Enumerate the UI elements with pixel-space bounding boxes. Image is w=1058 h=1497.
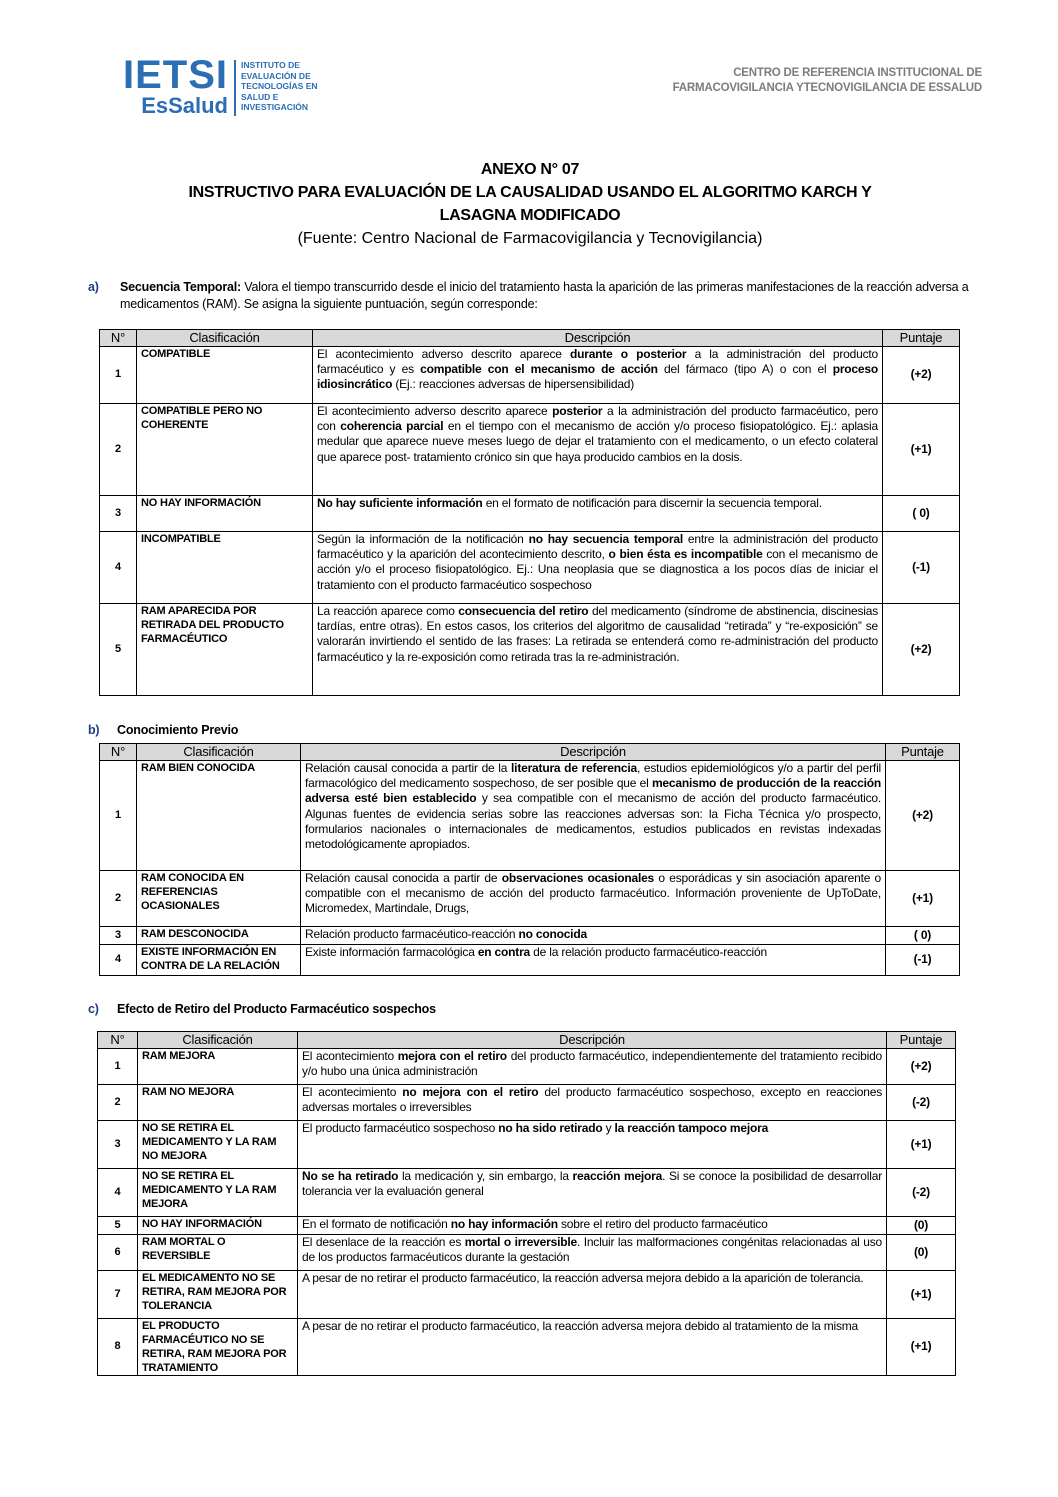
- table-row: [98, 1121, 956, 1169]
- row-puntaje: (0): [887, 1235, 956, 1271]
- row-clasificacion: RAM BIEN CONOCIDA: [137, 761, 301, 871]
- table-header-row: [100, 744, 960, 761]
- desc-text: y: [602, 1121, 615, 1135]
- row-descripcion: [298, 1169, 887, 1217]
- section-a-text: [120, 279, 988, 313]
- row-puntaje: (+1): [887, 1121, 956, 1169]
- desc-text: El producto farmacéutico sospechoso: [302, 1121, 499, 1135]
- section-c-heading: [88, 1001, 436, 1018]
- logo-line: INVESTIGACIÓN: [241, 102, 309, 112]
- col-header-descripcion: Descripción: [301, 744, 886, 761]
- desc-bold-text: posterior: [552, 404, 603, 418]
- table-efecto-retiro: [97, 1031, 956, 1376]
- desc-text: o esporádicas y sin asociación aparente o compatible con el mecanismo de acción del producto farmacéutico. Información proveniente de UpToDate, Micromedex, Martindale, Drugs,: [305, 871, 882, 916]
- centro-line-1: CENTRO DE REFERENCIA INSTITUCIONAL DE: [733, 67, 982, 79]
- row-clasificacion: RAM DESCONOCIDA: [137, 927, 301, 945]
- row-clasificacion: RAM MEJORA: [138, 1049, 298, 1085]
- desc-bold-text: observaciones ocasionales: [501, 871, 655, 885]
- section-b-name: Conocimiento Previo: [117, 723, 239, 737]
- row-descripcion: [298, 1271, 887, 1319]
- row-number: 7: [98, 1271, 138, 1319]
- row-descripcion: [301, 945, 886, 976]
- row-number: 3: [100, 496, 137, 532]
- table-row: [100, 532, 960, 604]
- row-number: 4: [100, 532, 137, 604]
- desc-text: Según la información de la notificación: [317, 532, 529, 546]
- row-descripcion: [313, 347, 883, 404]
- section-a-letter: a): [88, 280, 99, 294]
- row-descripcion: [298, 1217, 887, 1235]
- desc-bold-text: consecuencia del retiro: [458, 604, 589, 618]
- table-header-row: [98, 1032, 956, 1049]
- desc-bold-text: no ha sido retirado: [498, 1121, 603, 1135]
- row-descripcion: [301, 927, 886, 945]
- table-row: [100, 927, 960, 945]
- logo-line: SALUD E: [241, 91, 279, 102]
- row-puntaje: (+1): [887, 1271, 956, 1319]
- desc-bold-text: literatura de referencia: [511, 761, 637, 775]
- centro-line-2: FARMACOVIGILANCIA YTECNOVIGILANCIA DE ESSALUD: [672, 82, 982, 94]
- row-clasificacion: NO HAY INFORMACIÓN: [137, 496, 313, 532]
- desc-text: a la administración del producto farmacéutico, pero con: [317, 404, 878, 434]
- desc-text: Relación producto farmacéutico-reacción: [305, 927, 519, 941]
- col-header-n: N°: [98, 1032, 138, 1049]
- table-row: [98, 1085, 956, 1121]
- row-puntaje: (+2): [883, 347, 960, 404]
- row-descripcion: [298, 1121, 887, 1169]
- row-descripcion: [301, 761, 886, 871]
- logo-line: EVALUACIÓN DE: [241, 70, 311, 81]
- desc-text: en el tiempo con el mecanismo de acción y/o proceso fisiopatológico. Ej.: aplasia medular que aparece nueve meses luego de dejar el tratamiento con el medicamento, o un efecto colateral que aparece post- tratamiento crónico sin que haya producido cambios en la dosis.: [317, 419, 879, 464]
- desc-text: con el mecanismo de acción y/o el proceso fisiopatológico. Ej.: Una neoplasia que se diagnostica a los pocos días de iniciar el tratamiento con el producto farmacéutico sospechoso: [317, 547, 878, 592]
- section-a-intro: [88, 279, 988, 313]
- row-number: 1: [100, 761, 137, 871]
- table-row: [98, 1169, 956, 1217]
- section-c-name: Efecto de Retiro del Producto Farmacéutico sospechos: [117, 1002, 436, 1016]
- ietsi-logo: [100, 53, 330, 120]
- col-header-descripcion: Descripción: [313, 330, 883, 347]
- row-number: 5: [100, 604, 137, 696]
- desc-bold-text: la reacción tampoco mejora: [614, 1121, 769, 1135]
- table-row: [100, 761, 960, 871]
- row-number: 3: [100, 927, 137, 945]
- table-header-row: [100, 330, 960, 347]
- desc-bold-text: no mejora con el retiro: [402, 1085, 539, 1099]
- row-number: 1: [100, 347, 137, 404]
- row-clasificacion: RAM MORTAL O REVERSIBLE: [138, 1235, 298, 1271]
- row-descripcion: [298, 1049, 887, 1085]
- row-descripcion: [298, 1319, 887, 1376]
- table-row: [100, 871, 960, 927]
- row-number: 6: [98, 1235, 138, 1271]
- table-conocimiento-previo: [99, 743, 960, 976]
- table-row: [100, 496, 960, 532]
- col-header-clasificacion: Clasificación: [137, 330, 313, 347]
- desc-text: . Si se conoce la posibilidad de desarrollar tolerancia ver la evaluación general: [302, 1169, 882, 1199]
- section-c-letter: c): [88, 1002, 99, 1016]
- row-puntaje: (-1): [883, 532, 960, 604]
- col-header-puntaje: Puntaje: [887, 1032, 956, 1049]
- row-number: 2: [100, 404, 137, 496]
- desc-text: El desenlace de la reacción es: [302, 1235, 465, 1249]
- document-title: [100, 158, 960, 250]
- desc-text: entre la administración del producto farmacéutico y la aparición del acontecimiento descrito,: [317, 532, 879, 562]
- row-puntaje: (+2): [887, 1049, 956, 1085]
- row-clasificacion: COMPATIBLE PERO NO COHERENTE: [137, 404, 313, 496]
- row-number: 2: [98, 1085, 138, 1121]
- row-puntaje: (+2): [883, 604, 960, 696]
- section-a-name: Secuencia Temporal:: [120, 280, 242, 294]
- table-row: [98, 1319, 956, 1376]
- section-b-letter: b): [88, 723, 100, 737]
- desc-text: (Ej.: reacciones adversas de hipersensibilidad): [392, 377, 635, 392]
- table-row: [100, 404, 960, 496]
- row-clasificacion: RAM NO MEJORA: [138, 1085, 298, 1121]
- desc-bold-text: coherencia parcial: [340, 419, 444, 434]
- row-descripcion: [298, 1085, 887, 1121]
- col-header-n: N°: [100, 744, 137, 761]
- desc-bold-text: durante o posterior: [569, 347, 687, 361]
- row-descripcion: [301, 871, 886, 927]
- logo-institute-lines: [241, 60, 336, 113]
- row-clasificacion: INCOMPATIBLE: [137, 532, 313, 604]
- desc-text: La reacción aparece como: [317, 604, 459, 618]
- desc-text: del fármaco (tipo A) o con el: [657, 362, 833, 377]
- logo-line: INSTITUTO DE: [241, 60, 300, 70]
- row-clasificacion: NO SE RETIRA EL MEDICAMENTO Y LA RAM NO MEJORA: [138, 1121, 298, 1169]
- desc-bold-text: compatible con el mecanismo de acción: [420, 362, 658, 377]
- table-row: [98, 1235, 956, 1271]
- desc-bold-text: mortal o irreversible: [464, 1235, 577, 1249]
- col-header-puntaje: Puntaje: [886, 744, 960, 761]
- desc-bold-text: mejora con el retiro: [397, 1049, 507, 1063]
- row-number: 4: [98, 1169, 138, 1217]
- section-a-intro-text: Valora el tiempo transcurrido desde el inicio del tratamiento hasta la aparición de las primeras manifestaciones de la reacción adversa a medicamentos (RAM). Se asigna la siguiente puntuación, según corresponde:: [120, 280, 969, 311]
- row-clasificacion: EXISTE INFORMACIÓN EN CONTRA DE LA RELACIÓN: [137, 945, 301, 976]
- desc-text: . Incluir las malformaciones congénitas relacionadas al uso de los productos farmacéuticos durante la gestación: [302, 1235, 883, 1265]
- row-clasificacion: NO HAY INFORMACIÓN: [138, 1217, 298, 1235]
- table-row: [98, 1049, 956, 1085]
- col-header-clasificacion: Clasificación: [137, 744, 301, 761]
- col-header-descripcion: Descripción: [298, 1032, 887, 1049]
- desc-text: sobre el retiro del producto farmacéutico: [557, 1217, 768, 1231]
- desc-bold-text: proceso idiosincrático: [317, 362, 878, 392]
- row-number: 2: [100, 871, 137, 927]
- table-row: [100, 604, 960, 696]
- logo-line: TECNOLOGÍAS EN: [241, 81, 318, 91]
- row-clasificacion: RAM APARECIDA POR RETIRADA DEL PRODUCTO FARMACÉUTICO: [137, 604, 313, 696]
- desc-bold-text: o bien ésta es incompatible: [608, 547, 763, 562]
- table-row: [100, 347, 960, 404]
- table-secuencia-temporal: [99, 329, 960, 696]
- row-puntaje: (+1): [886, 871, 960, 927]
- table-row: [98, 1217, 956, 1235]
- logo-divider: [234, 60, 236, 116]
- desc-bold-text: en contra: [477, 945, 531, 959]
- row-puntaje: (0): [887, 1217, 956, 1235]
- row-number: 1: [98, 1049, 138, 1085]
- desc-text: A pesar de no retirar el producto farmacéutico, la reacción adversa mejora debido al tratamiento de la misma: [302, 1319, 859, 1333]
- row-descripcion: [313, 604, 883, 696]
- desc-text: en el formato de notificación para discernir la secuencia temporal.: [482, 496, 822, 510]
- row-descripcion: [313, 496, 883, 532]
- col-header-n: N°: [100, 330, 137, 347]
- desc-bold-text: mecanismo de producción de la reacción adversa esté bien establecido: [305, 776, 881, 806]
- row-number: 8: [98, 1319, 138, 1376]
- table-row: [98, 1271, 956, 1319]
- col-header-clasificacion: Clasificación: [138, 1032, 298, 1049]
- title-source: (Fuente: Centro Nacional de Farmacovigilancia y Tecnovigilancia): [297, 230, 763, 247]
- desc-text: de la relación producto farmacéutico-reacción: [530, 945, 767, 959]
- desc-text: El acontecimiento: [302, 1085, 403, 1099]
- row-puntaje: (-1): [886, 945, 960, 976]
- desc-text: a la administración del producto farmacéutico y es: [317, 347, 878, 377]
- row-puntaje: ( 0): [886, 927, 960, 945]
- desc-text: del producto farmacéutico sospechoso, excepto en reacciones adversas mortales o irreversibles: [302, 1085, 883, 1115]
- desc-text: En el formato de notificación: [302, 1217, 451, 1231]
- row-number: 4: [100, 945, 137, 976]
- desc-text: El acontecimiento adverso descrito aparece: [317, 347, 570, 361]
- desc-bold-text: No se ha retirado: [302, 1169, 399, 1183]
- row-clasificacion: COMPATIBLE: [137, 347, 313, 404]
- title-line-2: LASAGNA MODIFICADO: [439, 207, 621, 224]
- desc-bold-text: no conocida: [518, 927, 587, 941]
- desc-bold-text: reacción mejora: [572, 1169, 663, 1183]
- desc-text: A pesar de no retirar el producto farmacéutico, la reacción adversa mejora debido a la aparición de tolerancia.: [302, 1271, 864, 1285]
- col-header-puntaje: Puntaje: [883, 330, 960, 347]
- logo-wordmark: [100, 53, 228, 118]
- desc-text: Relación causal conocida a partir de: [305, 871, 502, 885]
- centro-referencia-header: [673, 66, 982, 96]
- row-puntaje: (+1): [883, 404, 960, 496]
- desc-text: Relación causal conocida a partir de la: [305, 761, 512, 775]
- desc-text: y sea compatible con el mecanismo de acción del producto farmacéutico. Algunas fuentes de evidencia serias sobre las reacciones adversas son: la Ficha Técnica y/o prospecto, formularios nacionales o internacionales de medicamentos, estudios publicados en revistas indexadas metodológicamente apropiados.: [305, 791, 882, 852]
- section-b-heading: [88, 722, 238, 739]
- row-puntaje: (+1): [887, 1319, 956, 1376]
- row-puntaje: (+2): [886, 761, 960, 871]
- row-descripcion: [298, 1235, 887, 1271]
- desc-bold-text: no hay información: [450, 1217, 558, 1231]
- desc-text: del medicamento (síndrome de abstinencia, discinesias tardías, entre otras). En estos casos, los criterios del algoritmo de causalidad “retirada” y “re-exposición” se valorarán invirtiendo el sentido de las frases: La retirada se entenderá como re-administración del producto farmacéutico y la re-exposición como retirada tras la re-administración.: [317, 604, 879, 664]
- row-puntaje: (-2): [887, 1085, 956, 1121]
- title-line-1: INSTRUCTIVO PARA EVALUACIÓN DE LA CAUSALIDAD USANDO EL ALGORITMO KARCH Y: [188, 184, 872, 201]
- row-clasificacion: NO SE RETIRA EL MEDICAMENTO Y LA RAM MEJORA: [138, 1169, 298, 1217]
- logo-main-text: IETSI: [122, 53, 228, 97]
- annex-number: ANEXO N° 07: [480, 161, 580, 178]
- desc-bold-text: No hay suficiente información: [317, 496, 483, 510]
- row-number: 3: [98, 1121, 138, 1169]
- table-row: [100, 945, 960, 976]
- row-clasificacion: EL MEDICAMENTO NO SE RETIRA, RAM MEJORA POR TOLERANCIA: [138, 1271, 298, 1319]
- row-clasificacion: EL PRODUCTO FARMACÉUTICO NO SE RETIRA, RAM MEJORA POR TRATAMIENTO: [138, 1319, 298, 1376]
- desc-text: , estudios epidemiológicos y/o a partir del perfil farmacológico del medicamento sospechoso, de ser posible que el: [305, 761, 881, 791]
- desc-bold-text: no hay secuencia temporal: [528, 532, 683, 546]
- row-clasificacion: RAM CONOCIDA EN REFERENCIAS OCASIONALES: [137, 871, 301, 927]
- row-puntaje: ( 0): [883, 496, 960, 532]
- desc-text: Existe información farmacológica: [305, 945, 478, 959]
- row-number: 5: [98, 1217, 138, 1235]
- row-puntaje: (-2): [887, 1169, 956, 1217]
- logo-sub-text: EsSalud: [141, 93, 228, 118]
- desc-text: la medicación y, sin embargo, la: [398, 1169, 573, 1183]
- row-descripcion: [313, 404, 883, 496]
- desc-text: El acontecimiento: [302, 1049, 398, 1063]
- row-descripcion: [313, 532, 883, 604]
- desc-text: El acontecimiento adverso descrito aparece: [317, 404, 553, 418]
- desc-text: del producto farmacéutico, independientemente del tratamiento recibido y/o hubo una única administración: [302, 1049, 883, 1079]
